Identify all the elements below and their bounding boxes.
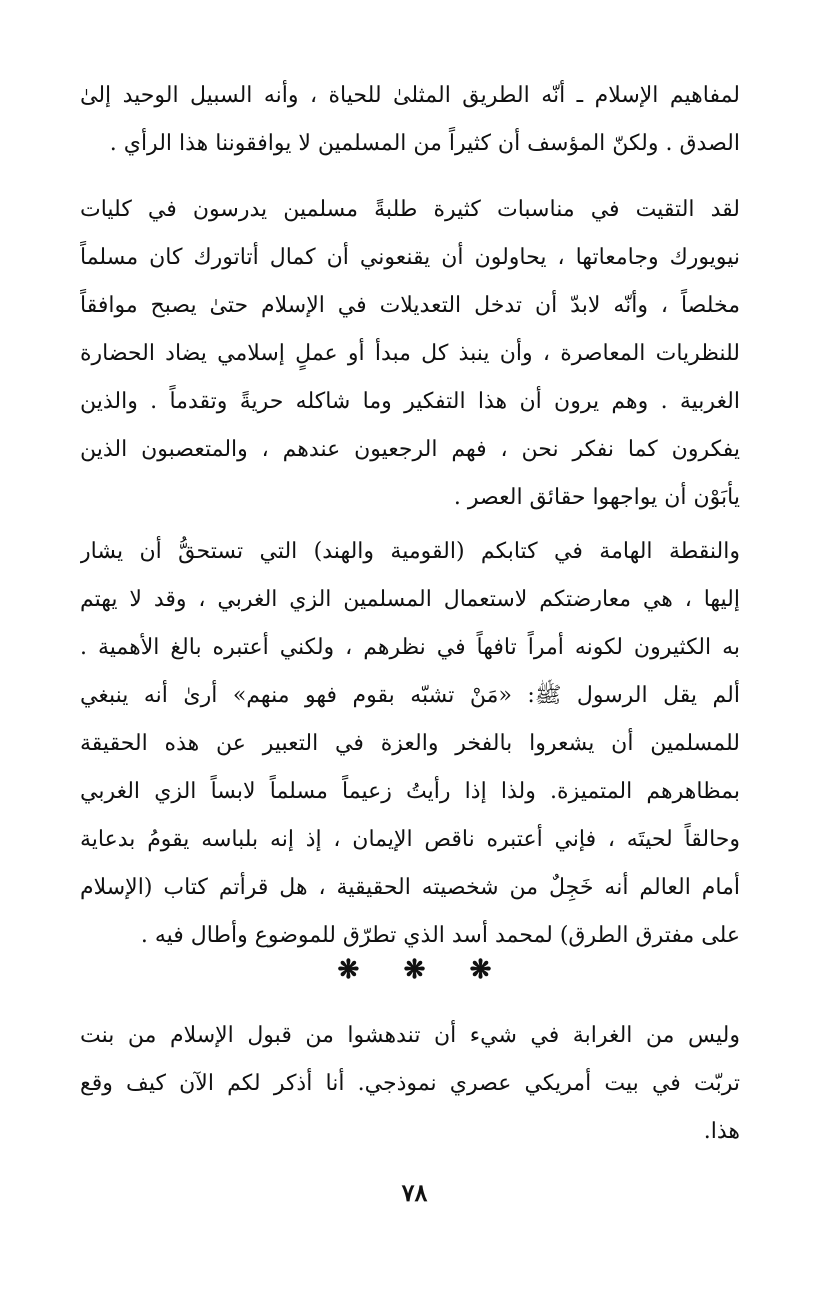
text-line: أمام العالم أنه خَجِلٌ من شخصيته الحقيقية ، هل قرأتم كتاب (الإسلام [80,875,740,900]
text-line: للمسلمين أن يشعروا بالفخر والعزة في التعبير عن هذه الحقيقة [80,731,740,756]
text-line: لقد التقيت في مناسبات كثيرة طلبةً مسلمين يدرسون في كليات [80,197,740,222]
paragraph-3 [80,528,740,960]
text-line: يفكرون كما نفكر نحن ، فهم الرجعيون عندهم ، والمتعصبون الذين [80,437,740,462]
text-line: تربّت في بيت أمريكي عصري نموذجي. أنا أذكر لكم الآن كيف وقع [80,1071,740,1096]
text-line: هذا. [703,1119,740,1144]
asterism-mark: ❋ [403,955,426,985]
text-line: والنقطة الهامة في كتابكم (القومية والهند) التي تستحقُّ أن يشار [80,539,740,564]
asterism-mark: ❋ [469,955,492,985]
page-number: ٧٨ [401,1178,428,1207]
text-line: وليس من الغرابة في شيء أن تندهشوا من قبول الإسلام من بنت [80,1023,740,1048]
text-line: لمفاهيم الإسلام ـ أنّه الطريق المثلىٰ للحياة ، وأنه السبيل الوحيد إلىٰ [80,83,740,108]
text-line: ألم يقل الرسول ﷺ: «مَنْ تشبّه بقوم فهو منهم» أرىٰ أنه ينبغي [80,683,740,708]
text-line: على مفترق الطرق) لمحمد أسد الذي تطرّق للموضوع وأطال فيه . [140,923,740,948]
section-separator [0,955,829,985]
text-line: إليها ، هي معارضتكم لاستعمال المسلمين الزي الغربي ، وقد لا يهتم [80,587,740,612]
text-line: وحالقاً لحيتَه ، فإني أعتبره ناقص الإيمان ، إذ إنه بلباسه يقومُ بدعاية [80,827,740,852]
text-line: يأبَوْن أن يواجهوا حقائق العصر . [453,485,740,510]
text-line: للنظريات المعاصرة ، وأن ينبذ كل مبدأ أو عملٍ إسلامي يضاد الحضارة [80,341,740,366]
asterism-mark: ❋ [337,955,360,985]
text-line: بمظاهرهم المتميزة. ولذا إذا رأيتُ زعيماً مسلماً لابساً الزي الغربي [80,779,740,804]
text-line: نيويورك وجامعاتها ، يحاولون أن يقنعوني أن كمال أتاتورك كان مسلماً [80,245,740,270]
text-line: الغربية . وهم يرون أن هذا التفكير وما شاكله حريةً وتقدماً . والذين [80,389,740,414]
text-line: مخلصاً ، وأنّه لابدّ أن تدخل التعديلات في الإسلام حتىٰ يصبح موافقاً [80,293,740,318]
paragraph-2 [80,186,740,522]
text-line: الصدق . ولكنّ المؤسف أن كثيراً من المسلمين لا يوافقوننا هذا الرأي . [109,131,740,156]
text-line: به الكثيرون لكونه أمراً تافهاً في نظرهم ، ولكني أعتبره بالغ الأهمية . [80,635,740,660]
paragraph-1 [80,72,740,168]
paragraph-4 [80,1012,740,1156]
